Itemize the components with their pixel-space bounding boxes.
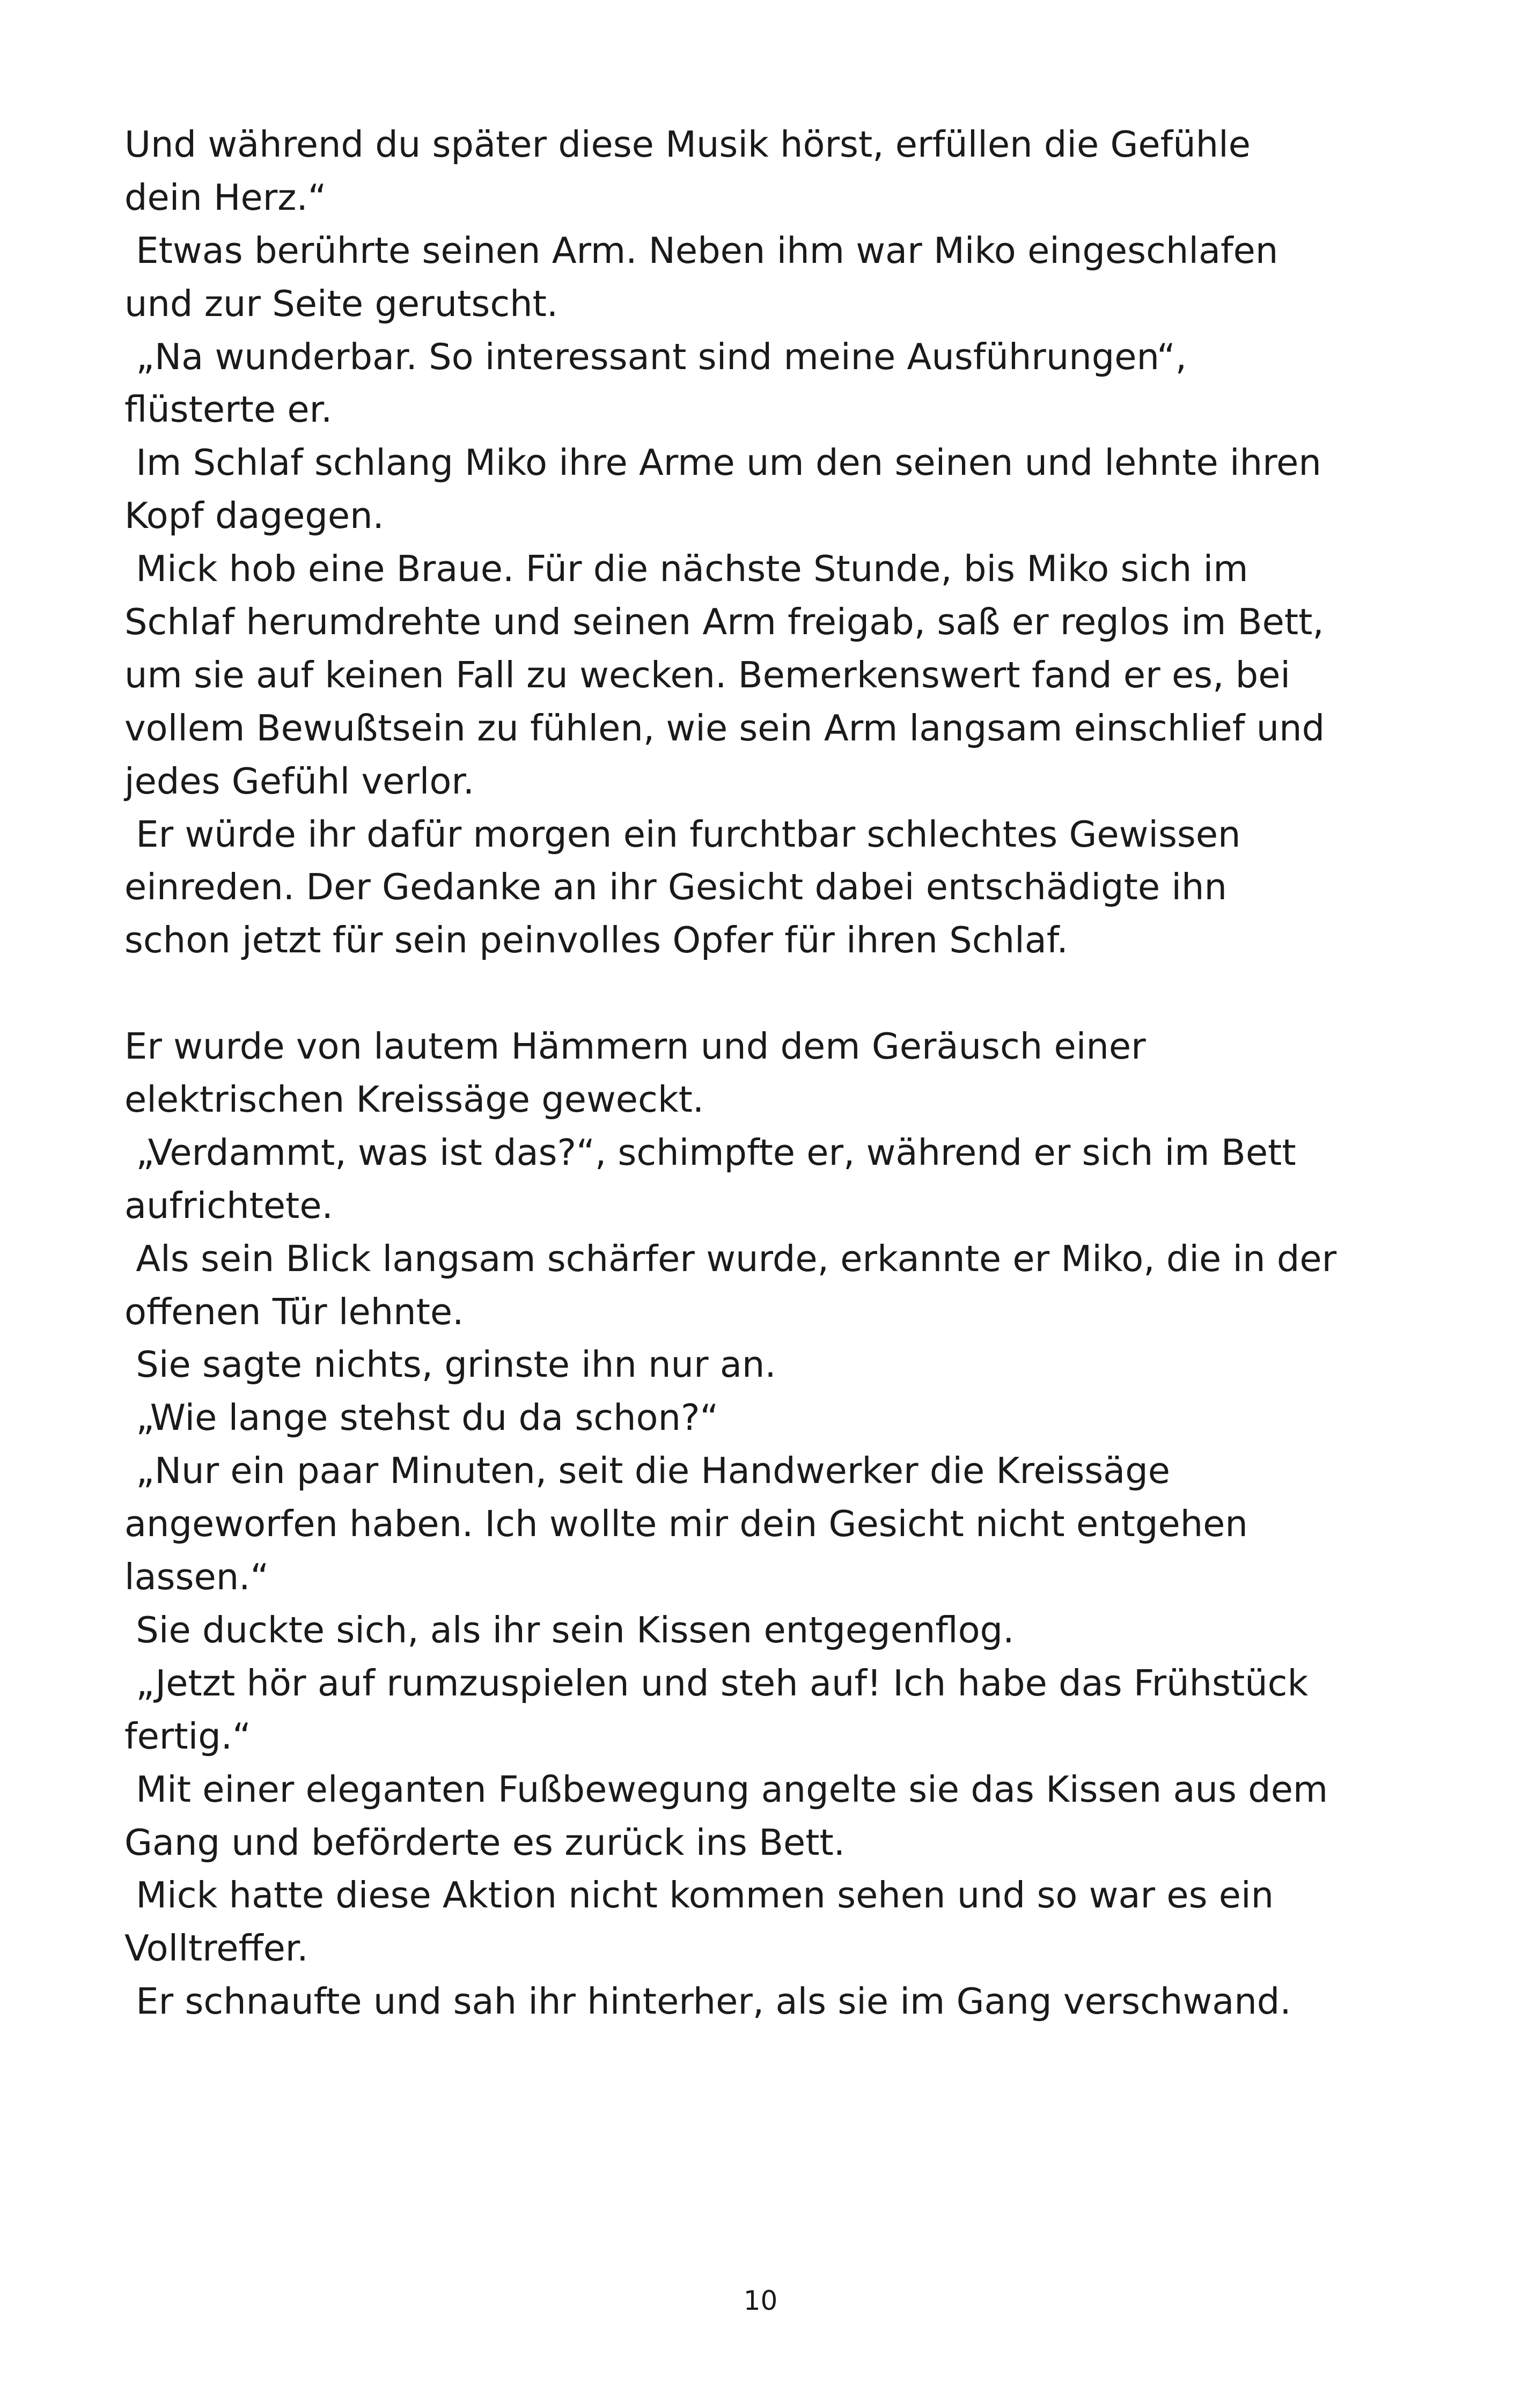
text-line: Sie sagte nichts, grinste ihn nur an. bbox=[124, 1344, 776, 1386]
text-line: angeworfen haben. Ich wollte mir dein Gesicht nicht entgehen bbox=[124, 1503, 1248, 1545]
text-line: einreden. Der Gedanke an ihr Gesicht dabei entschädigte ihn bbox=[124, 866, 1227, 908]
text-line: Als sein Blick langsam schärfer wurde, erkannte er Miko, die in der bbox=[124, 1237, 1337, 1280]
text-section-1 bbox=[124, 118, 1412, 967]
text-line: Kopf dagegen. bbox=[124, 495, 384, 537]
text-line: um sie auf keinen Fall zu wecken. Bemerkenswert fand er es, bei bbox=[124, 654, 1291, 696]
text-line: „Wie lange stehst du da schon?“ bbox=[124, 1397, 719, 1439]
text-line: aufrichtete. bbox=[124, 1184, 333, 1227]
text-line: schon jetzt für sein peinvolles Opfer für ihren Schlaf. bbox=[124, 919, 1068, 961]
text-line: Sie duckte sich, als ihr sein Kissen entgegenflog. bbox=[124, 1609, 1015, 1651]
text-line: Er wurde von lautem Hämmern und dem Geräusch einer bbox=[124, 1025, 1146, 1068]
text-section-2 bbox=[124, 1020, 1412, 2028]
text-line: Mick hatte diese Aktion nicht kommen sehen und so war es ein bbox=[124, 1874, 1274, 1917]
page-number: 10 bbox=[743, 2285, 778, 2316]
text-line: Volltreffer. bbox=[124, 1927, 308, 1970]
text-line: dein Herz.“ bbox=[124, 176, 327, 218]
text-line: Im Schlaf schlang Miko ihre Arme um den seinen und lehnte ihren bbox=[124, 442, 1321, 484]
text-line: Etwas berührte seinen Arm. Neben ihm war Miko eingeschlafen bbox=[124, 229, 1278, 271]
text-line: Gang und beförderte es zurück ins Bett. bbox=[124, 1821, 846, 1863]
text-line: und zur Seite gerutscht. bbox=[124, 282, 559, 325]
text-line: „Verdammt, was ist das?“, schimpfte er, während er sich im Bett bbox=[124, 1131, 1296, 1173]
text-line: Und während du später diese Musik hörst, erfüllen die Gefühle bbox=[124, 123, 1251, 165]
text-line: lassen.“ bbox=[124, 1556, 269, 1598]
text-line: „Jetzt hör auf rumzuspielen und steh auf! Ich habe das Frühstück bbox=[124, 1662, 1309, 1704]
text-line: flüsterte er. bbox=[124, 388, 333, 431]
text-line: Mick hob eine Braue. Für die nächste Stunde, bis Miko sich im bbox=[124, 548, 1248, 590]
text-line: elektrischen Kreissäge geweckt. bbox=[124, 1078, 704, 1121]
text-line: „Nur ein paar Minuten, seit die Handwerker die Kreissäge bbox=[124, 1450, 1170, 1492]
text-line: „Na wunderbar. So interessant sind meine Ausführungen“, bbox=[124, 335, 1187, 378]
text-line: Er schnaufte und sah ihr hinterher, als sie im Gang verschwand. bbox=[124, 1980, 1291, 2023]
text-line: offenen Tür lehnte. bbox=[124, 1290, 464, 1333]
text-line: Er würde ihr dafür morgen ein furchtbar schlechtes Gewissen bbox=[124, 813, 1241, 855]
text-line: vollem Bewußtsein zu fühlen, wie sein Arm langsam einschlief und bbox=[124, 707, 1325, 749]
text-line: Schlaf herumdrehte und seinen Arm freigab, saß er reglos im Bett, bbox=[124, 601, 1324, 643]
text-line: Mit einer eleganten Fußbewegung angelte sie das Kissen aus dem bbox=[124, 1768, 1328, 1810]
text-line: fertig.“ bbox=[124, 1715, 251, 1757]
body-text bbox=[124, 118, 1412, 2028]
text-line: jedes Gefühl verlor. bbox=[124, 760, 475, 802]
section-break bbox=[124, 967, 1412, 1020]
